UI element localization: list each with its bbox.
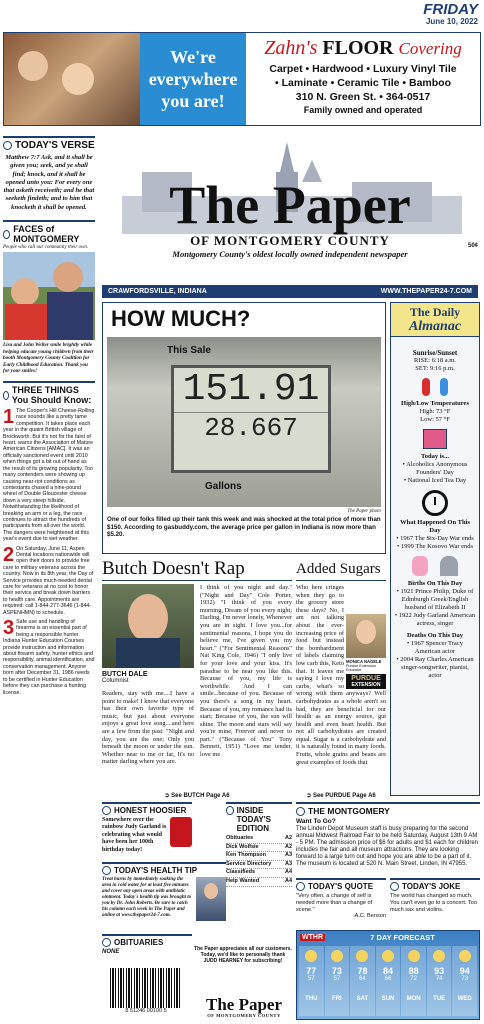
lead-caption: One of our folks filled up their tank this week and was shocked at the total price of more than $150. According to gasbuddy.com, the average price per gallon in Indiana is now more than $5.20. (107, 516, 381, 539)
history-heading: What Happened On This Day (400, 519, 470, 534)
tombstone-icon (440, 556, 458, 576)
thermometer-icons (394, 378, 476, 396)
faces-sub: People who call our community their own. (3, 245, 89, 251)
ad-line1: Carpet • Hardwood • Luxury Vinyl Tile (269, 63, 457, 75)
item-number: 3 (3, 617, 15, 640)
butch-byline: BUTCH DALE (102, 671, 148, 678)
item-text: The Cooper's Hill Cheese-Rolling race sounds like a pretty tame competition. It takes place each year in the quaint British village of Brockworth. But it's not for the faint of heart, warns the Association of Mature American Citizens [AMAC]. It was an officially sanctioned event until 2010 when things got a bit out of hand as the result of its growing popularity. Too many contenders were showing up causing near-riot conditions as contestants chased a nine-pound wheel of Double Gloucester cheese down a very steep hillside. Notwithstanding the likelihood of breaking an arm or a leg, the race continues to attract the hundreds of participants from all over the world. The dangers were heightened at this year's event due to wet weather. (3, 408, 95, 543)
forecast-day (299, 946, 324, 1016)
obits-text: NONE (102, 949, 120, 955)
inside-row-page: A4 (284, 877, 292, 884)
pump-display (171, 365, 331, 473)
three-things-heading: THREE THINGS You Should Know: (3, 381, 95, 405)
purdue-logo: PURDUE EXTENSION (346, 674, 386, 689)
item-text: Safe use and handling of firearms is an essential part of being a responsible hunter. Indiana Hunter Education Courses provide instruction and information about firearm safety, hunter ethics and responsibility, animal identification, and conservation management. Anyone born after December 31, 1986 needs to be certified in Hunter Education before they can purchase a hunting license. (3, 619, 95, 696)
forecast-day (325, 946, 350, 1016)
quote-author: A.C. Benson (354, 913, 386, 920)
compass-icon (296, 807, 305, 816)
compass-icon (3, 230, 10, 239)
compass-icon (296, 882, 305, 891)
hoosier-text: Somewhere over the rainbow Judy Garland is celebrating what would have been her 100th birthday today! (102, 817, 167, 853)
compass-icon (3, 141, 12, 150)
gift-icon (423, 429, 447, 449)
todays-joke (390, 878, 480, 913)
sugar-author-box (346, 584, 386, 689)
compass-icon (390, 882, 399, 891)
inside-row-page: A2 (284, 835, 292, 841)
pump-unit: Gallons (205, 481, 242, 492)
forecast-day-label: THU (305, 996, 318, 1002)
masthead-subtitle: OF MONTGOMERY COUNTY (190, 233, 390, 248)
death-item-2: • 2004 Ray Charles American singer-songwriter, pianist, actor (396, 656, 474, 679)
joke-heading: TODAY'S JOKE (390, 878, 480, 891)
obits-heading: OBITUARIES (102, 934, 192, 947)
faces-caption: Lisa and John Weller smile brightly while helping educate young children from their booth Montgomery County Coalition for Early Childhood Education. Thank you for your smiles! (3, 342, 94, 375)
ad-brand-tail: Covering (398, 39, 462, 58)
births-heading: Births On This Day (407, 580, 463, 587)
almanac-header: The Daily Almanac (391, 303, 479, 337)
pump-gallons: 28.667 (174, 412, 328, 443)
today-item-1: • Alcoholics Anonymous Founders' Day (402, 461, 468, 476)
inside-row[interactable] (226, 869, 292, 878)
footer-logo: The Paper OF MONTGOMERY COUNTY (205, 995, 283, 1018)
temp-high: High: 73 °F (419, 408, 451, 415)
masthead-tagline: Montgomery County's oldest locally owned independent newspaper (172, 249, 408, 259)
barcode (110, 968, 182, 1020)
todays-quote (296, 878, 386, 919)
montgomery-want-to-go (296, 802, 480, 868)
three-things-item (3, 543, 95, 616)
forecast-day (350, 946, 375, 1016)
forecast-low: 74 (435, 976, 443, 982)
station-logo: WTHR (302, 934, 323, 941)
compass-icon (102, 938, 111, 947)
photo-credit: The Paper photo (347, 509, 381, 514)
monica-photo (346, 614, 386, 658)
forecast-day-label: TUE (433, 996, 446, 1002)
forecast-high: 77 (306, 966, 317, 976)
birth-item-2: • 1922 Judy Garland American actress, singer (394, 612, 476, 627)
forecast-day (376, 946, 401, 1016)
inside-row[interactable] (226, 844, 292, 853)
weather-icon (382, 950, 394, 962)
inside-row[interactable] (226, 878, 292, 887)
gas-pump-photo (107, 337, 381, 507)
lead-headline[interactable]: HOW MUCH? (111, 306, 251, 331)
masthead (102, 142, 478, 282)
sugar-text: Who here cringes when they go to the grocery store these days? No, I am not talking about the ever-increasing price of food but instead the bombardment of labels claiming low carb this, Keto that. It leaves me saying I love my carbs, what's so wrong with them anyways? Well carbohydrates as a whole aren't so bad, they are beneficial for our health as an energy source, gut health and even heart health. But not all carbohydrates are created equal. Sugar is a carbohydrate and it is naturally found in many foods. Fruits, whole grains and beans are great examples of foods that (296, 584, 386, 766)
birth-death-icons (394, 556, 476, 576)
quote-text: "Very often, a change of self is needed more than a change of scene." (296, 893, 373, 913)
compass-icon (102, 866, 111, 875)
forecast-day (452, 946, 477, 1016)
compass-icon (102, 806, 111, 815)
ad-brand-main: FLOOR (322, 37, 394, 59)
inside-heading: INSIDE TODAY'S EDITION (226, 802, 292, 833)
sun-heading: Sunrise/Sunset (412, 349, 458, 357)
quote-heading: TODAY'S QUOTE (296, 878, 386, 891)
barcode-number: 8 51246 00100 5 (125, 1008, 167, 1014)
inside-row[interactable] (226, 861, 292, 870)
joke-text: The world has changed so much. You can't even go to a concert. Too much sax and violins. (390, 893, 477, 913)
item-text: On Saturday, June 11, Aspen Dental locations nationwide will open their doors to provide free care to military veterans across the country. Now in its 8th year, the Day of Service provides much-needed dental care for veterans at no cost to honor their service and break down barriers to health care. Appointments are required: call 1-844-277-3646 (1-844-ASPENHMN) to schedule. (3, 545, 94, 616)
daily-almanac (390, 302, 480, 796)
forecast-high: 84 (383, 966, 394, 976)
history-item-2: • 1999 The Kosovo War ends (396, 543, 474, 550)
ad-line2: • Laminate • Ceramic Tile • Bamboo (275, 77, 451, 89)
faces-photo (3, 252, 95, 340)
montgomery-text: The Linden Depot Museum staff is busy preparing for the second annual Midwest Railroad Fair to be held Saturday, August 13th 9 AM - 5 PM. The admission price of $6 for adults and $1 each for children includes the fair and all museum attractions. They are looking forward to a large turn out and hope you are able to be a part of it. The museum is located at 520 N. Main Street, Linden, IN 47955. (296, 826, 478, 867)
compass-icon (3, 391, 9, 400)
honest-hoosier (102, 802, 192, 854)
montgomery-heading: THE MONTGOMERY (296, 802, 480, 816)
location-bar (102, 285, 478, 298)
inside-rows (226, 835, 292, 887)
forecast-low: 73 (461, 976, 469, 982)
floor-covering-ad[interactable] (3, 32, 481, 126)
pump-amount: 151.91 (182, 368, 320, 411)
inside-row[interactable] (226, 835, 292, 844)
forecast-high: 88 (408, 966, 419, 976)
left-sidebar (3, 136, 95, 696)
butch-headline[interactable]: Butch Doesn't Rap (102, 558, 292, 581)
butch-jump[interactable]: ➲ See BUTCH Page A6 (164, 793, 230, 799)
ad-line4: Family owned and operated (303, 105, 423, 115)
inside-row-page: A3 (284, 860, 292, 867)
pump-label: This Sale (167, 345, 211, 356)
forecast-day (401, 946, 426, 1016)
inside-row-page: A2 (284, 843, 292, 850)
weather-icon (408, 950, 420, 962)
three-things-list (3, 408, 95, 696)
inside-today (226, 802, 292, 887)
history-clock-icon (422, 490, 448, 516)
inside-row-name: Ken Thompson (226, 852, 267, 859)
weather-icon (459, 950, 471, 962)
forecast-high: 94 (459, 966, 470, 976)
forecast-high: 73 (331, 966, 342, 976)
sugar-role: Purdue Extension Educator (346, 664, 376, 672)
temp-low: Low: 57 °F (420, 416, 450, 423)
compass-icon (226, 806, 234, 815)
inside-row-page: A3 (284, 852, 292, 859)
forecast-low: 66 (384, 976, 392, 982)
masthead-title: The Paper (169, 175, 411, 235)
deaths-heading: Deaths On This Day (406, 632, 464, 639)
forecast-day-label: SAT (356, 996, 369, 1002)
temps-heading: High/Low Temperatures (401, 400, 469, 407)
item-number: 1 (3, 406, 15, 429)
weather-icon (331, 950, 343, 962)
hoosier-heading: HONEST HOOSIER (102, 802, 192, 815)
montgomery-sub: Want To Go? (296, 818, 336, 825)
sugar-headline[interactable]: Added Sugars (296, 558, 386, 581)
forecast-high: 93 (434, 966, 445, 976)
forecast-day-label: MON (406, 996, 421, 1002)
forecast-day-label: SUN (381, 996, 395, 1002)
health-text: Treat burns by immediately soaking the area in cold water for at least five minutes and cover any open areas with antibiotic ointment. Today's health tip was brought to you by Dr. John Roberts. Be sure to catch his column each week in The Paper and online at www.thepaper24-7.com. (102, 877, 192, 918)
forecast-low: 72 (410, 976, 417, 982)
sunset: SET: 9:16 p.m. (415, 365, 455, 372)
barcode-bars (110, 968, 182, 1008)
lead-story (102, 302, 386, 554)
issue-date-box (423, 2, 478, 26)
weather-icon (356, 950, 368, 962)
butch-story (102, 558, 292, 798)
sugar-byline: MONICA NAGELE (346, 659, 382, 664)
ad-line3: 310 N. Green St. • 364-0517 (295, 91, 431, 103)
inside-row-name: Obituaries (226, 835, 254, 841)
ad-brand-script: Zahn's (264, 37, 318, 59)
butch-text-col1: Readers, stay with me....I have a point to make! I know that everyone has their own favorite type of music, but just about everyone enjoys a great love song....and here are a few from the past: "Night and day, you are the one; Only you beneath the moon or under the sun. Whether near to me or far, It's no matter darling where you are. (102, 690, 194, 766)
forecast-low: 57 (333, 976, 341, 982)
butch-photo (102, 584, 194, 668)
issue-date: June 10, 2022 (425, 17, 478, 26)
dr-roberts-photo (196, 877, 226, 921)
verse-text: Matthew 7:7 Ask, and it shall be given you; seek, and ye shall find; knock, and it shall be opened unto you: For every one that asketh receiveth; and he that seeketh findeth; and to him that knocketh it shall be opened. (3, 154, 95, 211)
ad-slogan-panel (140, 33, 246, 125)
thermometer-cold-icon (440, 378, 448, 396)
three-things-item (3, 619, 95, 696)
website-link[interactable]: WWW.THEPAPER24-7.COM (380, 288, 472, 295)
history-item-1: • 1967 The Six-Day War ends (396, 535, 474, 542)
inside-row-page: A4 (284, 869, 292, 876)
pacifier-icon (412, 556, 428, 576)
item-number: 2 (3, 543, 15, 566)
location-text: CRAWFORDSVILLE, INDIANA (108, 288, 207, 295)
ad-slogan: We're everywhere you are! (148, 47, 238, 111)
forecast-high: 78 (357, 966, 368, 976)
butch-role: Columnist (102, 678, 129, 684)
health-heading: TODAY'S HEALTH TIP (102, 862, 226, 875)
forecast-day-label: WED (457, 996, 472, 1002)
forecast-low: 64 (359, 976, 366, 982)
faces-heading: FACES of MONTGOMERY (3, 220, 95, 244)
death-item-1: • 1967 Spencer Tracy American actor (407, 640, 463, 655)
forecast-days (297, 946, 479, 1016)
masthead-price: 50¢ (467, 243, 478, 249)
ad-family-photo (4, 33, 140, 125)
forecast-day (427, 946, 452, 1016)
forecast-low: 57 (307, 976, 315, 982)
sunrise: RISE: 6:18 a.m. (414, 357, 456, 364)
sugar-jump[interactable]: ➲ See PURDUE Page A6 (306, 793, 376, 799)
weather-icon (305, 950, 317, 962)
inside-row[interactable] (226, 852, 292, 861)
health-tip (102, 862, 226, 921)
hoosier-mascot-icon (170, 817, 192, 847)
obituaries (102, 934, 192, 955)
today-item-2: • National Iced Tea Day (403, 477, 467, 484)
issue-day: FRIDAY (423, 1, 478, 18)
inside-row-name: Service Directory (226, 860, 272, 867)
forecast-day-label: FRI (332, 996, 342, 1002)
forecast-title: 7 DAY FORECAST (370, 933, 435, 942)
inside-row-name: Help Wanted (226, 877, 260, 884)
butch-text-col2: I think of you night and day." ("Night and Day" Cole Porter, 1932) "I think of you every morning, Dream of you every night; Darling, I'm never lonely, Whenever you are in sight. I love you...for sentimental reasons, I hope you do believe me, I've given you my heart." ("For Sentimental Reasons" Nat King Cole, 1946) "I only live for your love and your kiss. It's paradise to be near you like this. Because of you, my life is worthwhile. And I can smile...because of you. Because of you there's a song in my heart. Because of you, my romance had its start; Because of you, the sun will shine. The moon and stars will say you're mine, Forever and never to part." ("Because of You" Tony Bennett, 1951) "Love me tender, love me (200, 584, 292, 759)
inside-row-name: Dick Wolfsie (226, 843, 259, 850)
seven-day-forecast (296, 930, 480, 1020)
inside-row-name: Classifieds (226, 869, 256, 876)
today-heading: Today is... (421, 453, 449, 460)
thank-you-note: The Paper appreciates all our customers. Today, we'd like to personally thank JUDD HEARNEY for subscribing! (194, 946, 292, 965)
weather-icon (433, 950, 445, 962)
birth-item-1: • 1921 Prince Philip, Duke of Edinburgh Greek/English husband of Elizabeth II (396, 588, 474, 611)
thermometer-hot-icon (422, 378, 430, 396)
ad-store-info (246, 33, 480, 125)
verse-heading: TODAY'S VERSE (3, 136, 95, 151)
three-things-item (3, 408, 95, 543)
sugar-story (296, 558, 386, 798)
